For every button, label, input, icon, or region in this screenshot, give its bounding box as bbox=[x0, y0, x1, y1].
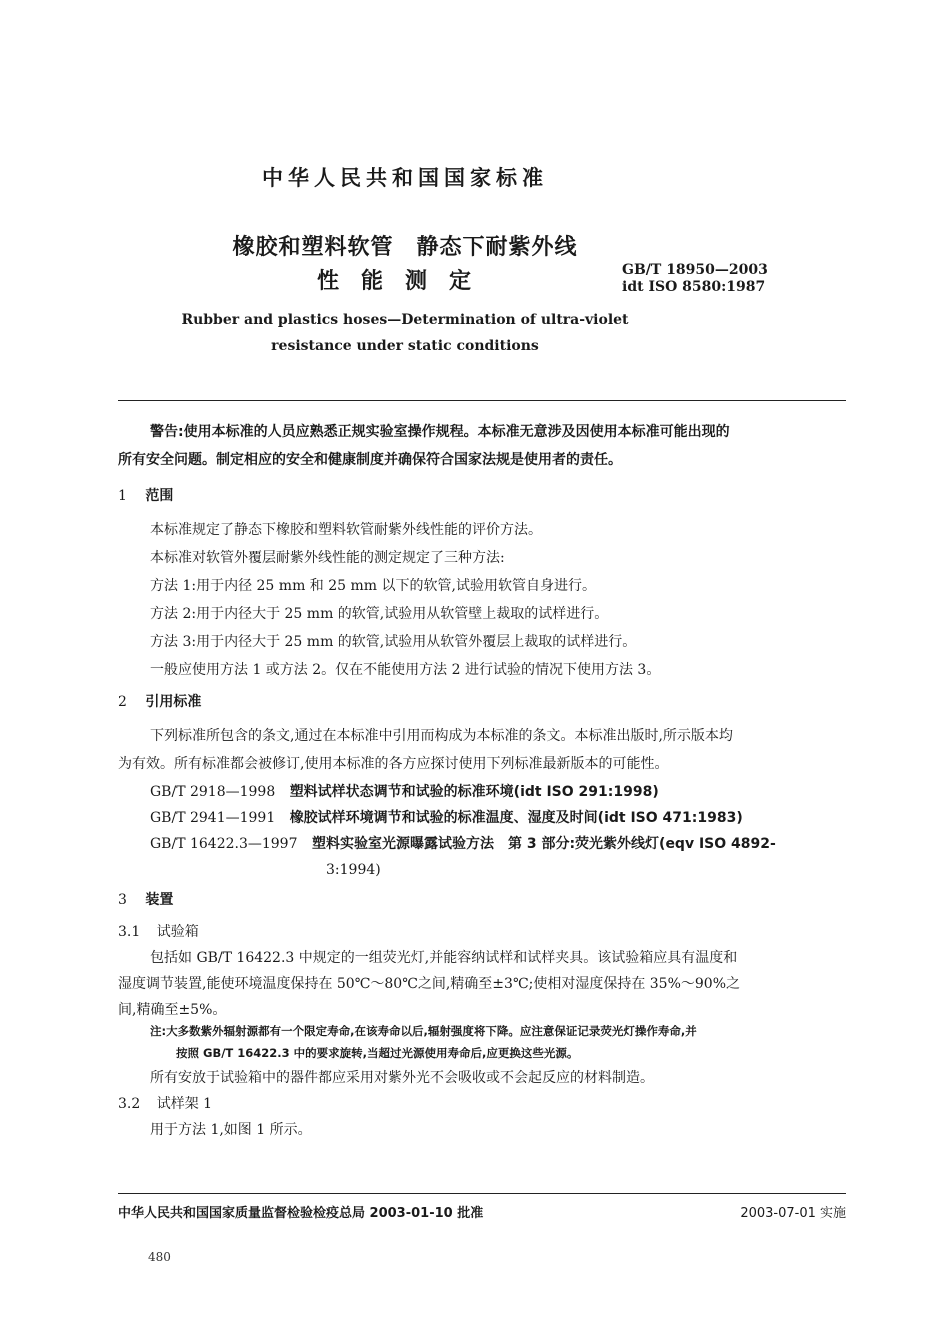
section-number: 3 bbox=[118, 892, 127, 908]
reference-title: 塑料试样状态调节和试验的标准环境(idt ISO 291:1998) bbox=[289, 784, 659, 800]
subsection-number: 3.1 bbox=[118, 924, 141, 940]
section-title: 引用标准 bbox=[145, 694, 202, 710]
section-number: 2 bbox=[118, 694, 127, 710]
test-chamber-text: 包括如 GB/T 16422.3 中规定的一组荧光灯,并能容纳试样和试样夹具。该试验箱应具有温度和 bbox=[150, 950, 738, 966]
test-chamber-text: 间,精确至±5%。 bbox=[118, 1002, 227, 1018]
reference-continuation: 3:1994) bbox=[326, 862, 381, 878]
scope-line: 本标准对软管外覆层耐紫外线性能的测定规定了三种方法: bbox=[150, 550, 505, 566]
reference-code: GB/T 2941—1991 bbox=[150, 810, 276, 826]
reference-code: GB/T 16422.3—1997 bbox=[150, 836, 298, 852]
subsection-3-1-heading bbox=[118, 918, 199, 946]
national-standard-heading: 中华人民共和国国家标准 bbox=[262, 166, 548, 190]
warning-line2: 所有安全问题。制定相应的安全和健康制度并确保符合国家法规是使用者的责任。 bbox=[118, 452, 622, 468]
reference-code: GB/T 2918—1998 bbox=[150, 784, 276, 800]
note-line2: 按照 GB/T 16422.3 中的要求旋转,当超过光源使用寿命后,应更换这些光源。 bbox=[176, 1046, 579, 1060]
sample-holder-text: 用于方法 1,如图 1 所示。 bbox=[150, 1122, 312, 1138]
reference-title: 橡胶试样环境调节和试验的标准温度、湿度及时间(idt ISO 471:1983) bbox=[289, 810, 743, 826]
english-title-line1: Rubber and plastics hoses—Determination of ultra-violet bbox=[181, 312, 629, 328]
header-divider bbox=[118, 400, 846, 401]
section-title: 装置 bbox=[145, 892, 174, 908]
reference-item bbox=[150, 804, 743, 832]
test-chamber-text: 所有安放于试验箱中的器件都应采用对紫外光不会吸收或不会起反应的材料制造。 bbox=[150, 1070, 654, 1086]
scope-line: 本标准规定了静态下橡胶和塑料软管耐紫外线性能的评价方法。 bbox=[150, 522, 542, 538]
approval-line: 中华人民共和国国家质量监督检验检疫总局 2003-01-10 批准 bbox=[118, 1206, 484, 1221]
subsection-title: 试验箱 bbox=[156, 924, 199, 940]
page-number: 480 bbox=[148, 1250, 171, 1264]
reference-item bbox=[150, 830, 776, 858]
section-1-heading bbox=[118, 482, 173, 510]
normative-refs-intro-line2: 为有效。所有标准都会被修订,使用本标准的各方应探讨使用下列标准最新版本的可能性。 bbox=[118, 756, 669, 772]
warning-line1: 警告:使用本标准的人员应熟悉正规实验室操作规程。本标准无意涉及因使用本标准可能出现的 bbox=[150, 424, 730, 440]
document-title-line1: 橡胶和塑料软管 静态下耐紫外线 bbox=[232, 235, 578, 260]
iso-equivalent-code: idt ISO 8580:1987 bbox=[622, 279, 766, 295]
implementation-date: 2003-07-01 实施 bbox=[740, 1206, 846, 1221]
scope-line: 方法 2:用于内径大于 25 mm 的软管,试验用从软管壁上裁取的试样进行。 bbox=[150, 606, 609, 622]
scope-line: 方法 3:用于内径大于 25 mm 的软管,试验用从软管外覆层上裁取的试样进行。 bbox=[150, 634, 637, 650]
normative-refs-intro-line1: 下列标准所包含的条文,通过在本标准中引用而构成为本标准的条文。本标准出版时,所示版本均 bbox=[150, 728, 733, 744]
test-chamber-text: 湿度调节装置,能使环境温度保持在 50℃～80℃之间,精确至±3℃;使相对湿度保持在 35%～90%之 bbox=[118, 976, 741, 992]
standard-code: GB/T 18950—2003 bbox=[622, 262, 768, 278]
scope-line: 一般应使用方法 1 或方法 2。仅在不能使用方法 2 进行试验的情况下使用方法 3。 bbox=[150, 662, 661, 678]
section-title: 范围 bbox=[145, 488, 174, 504]
english-title-line2: resistance under static conditions bbox=[271, 338, 539, 354]
section-number: 1 bbox=[118, 488, 127, 504]
document-title-line2: 性能测定 bbox=[316, 269, 493, 294]
note-line1: 注:大多数紫外辐射源都有一个限定寿命,在该寿命以后,辐射强度将下降。应注意保证记录荧光灯操作寿命,并 bbox=[150, 1024, 697, 1038]
subsection-title: 试样架 1 bbox=[156, 1096, 213, 1112]
subsection-3-2-heading bbox=[118, 1090, 212, 1118]
reference-item bbox=[150, 778, 659, 806]
scope-line: 方法 1:用于内径 25 mm 和 25 mm 以下的软管,试验用软管自身进行。 bbox=[150, 578, 596, 594]
subsection-number: 3.2 bbox=[118, 1096, 141, 1112]
reference-title: 塑料实验室光源曝露试验方法 第 3 部分:荧光紫外线灯(eqv ISO 4892- bbox=[311, 836, 776, 852]
section-3-heading bbox=[118, 886, 173, 914]
footer-divider bbox=[118, 1193, 846, 1194]
section-2-heading bbox=[118, 688, 201, 716]
